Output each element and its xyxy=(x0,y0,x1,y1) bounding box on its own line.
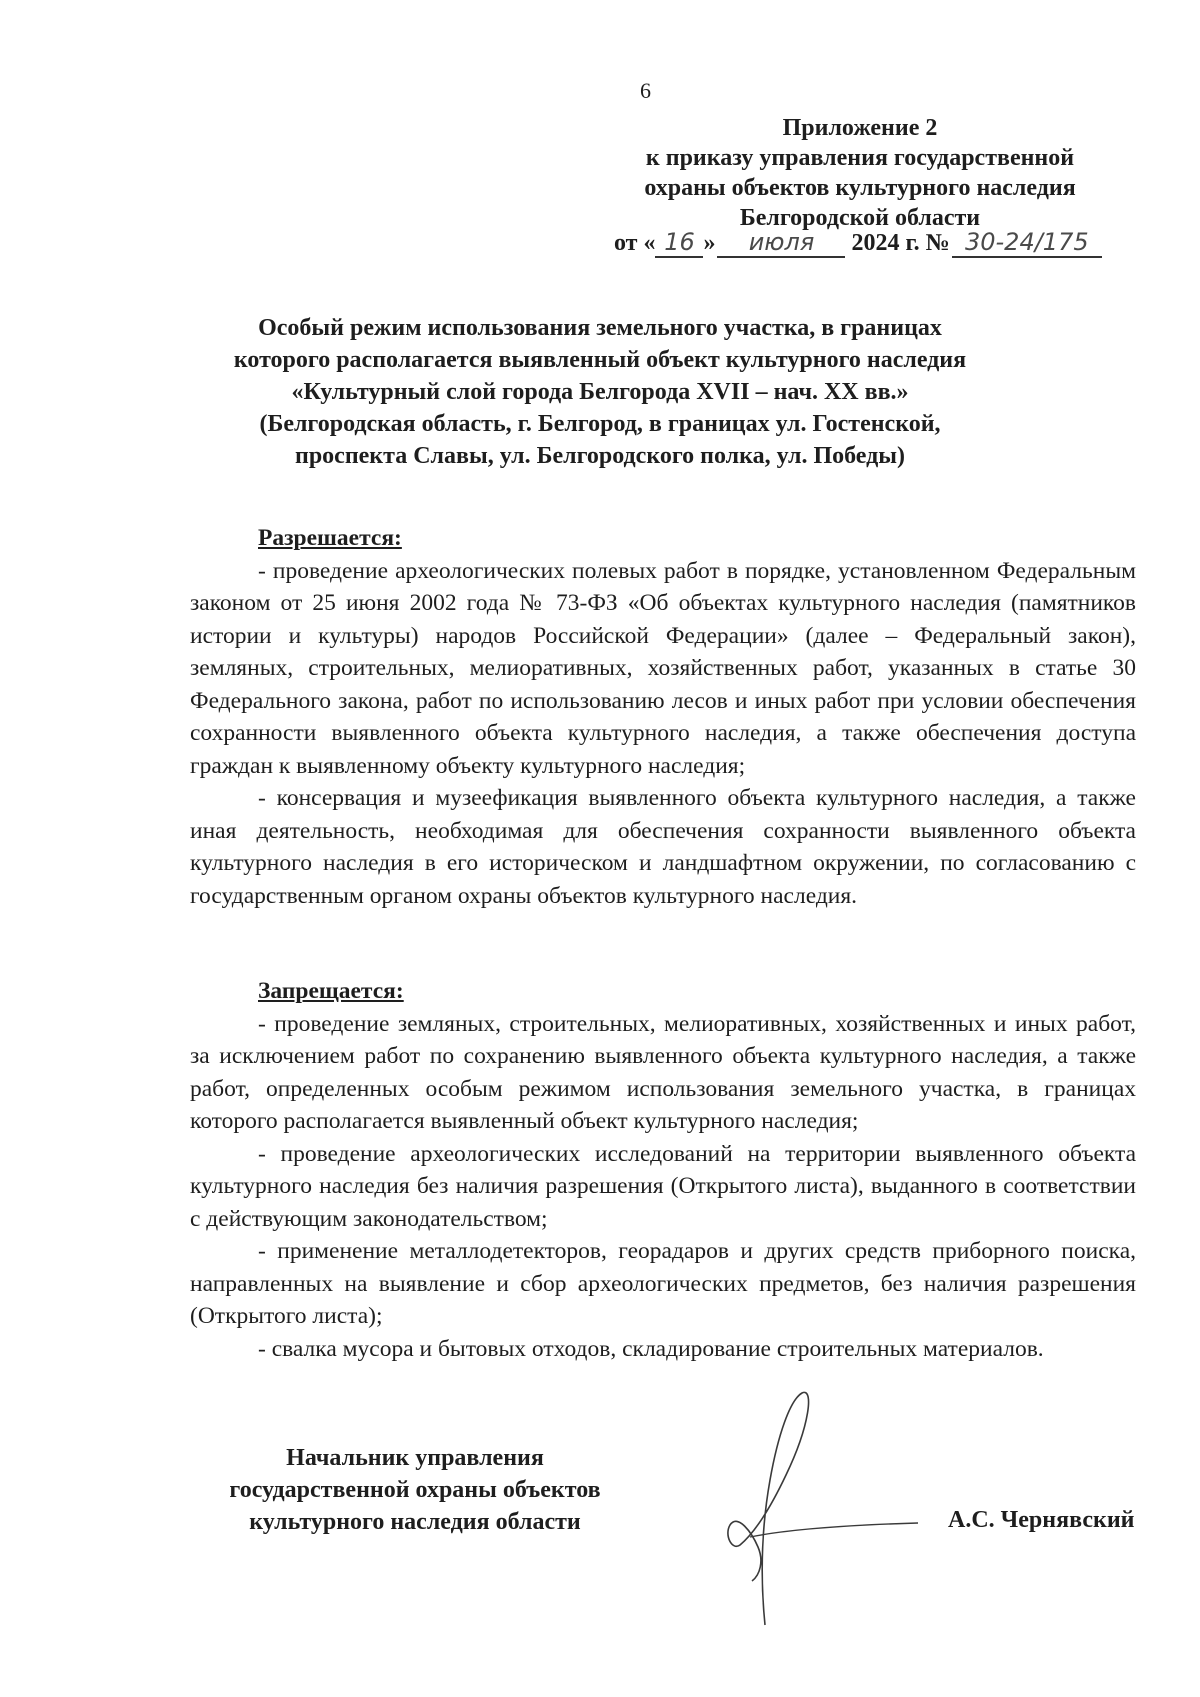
handwritten-order-number: 30-24/175 xyxy=(952,228,1102,258)
title-line: которого располагается выявленный объект культурного наследия xyxy=(233,347,967,373)
prohibited-section xyxy=(190,975,1136,1365)
title-line: Особый режим использования земельного участка, в границах xyxy=(258,315,942,341)
handwritten-day: 16 xyxy=(655,228,703,258)
date-prefix: от « xyxy=(614,230,656,256)
appendix-line: к приказу управления государственной xyxy=(645,145,1075,171)
appendix-line: Белгородской области xyxy=(739,205,981,231)
prohibited-item: - проведение археологических исследований на территории выявленного объекта культурного наследия без наличия разрешения (Открытого листа), выданного в соответствии с действующим законодательством; xyxy=(190,1140,1136,1232)
title-line: (Белгородская область, г. Белгород, в границах ул. Гостенской, xyxy=(259,411,941,437)
allowed-item: - консервация и музеефикация выявленного объекта культурного наследия, а также иная деятельность, необходимая для обеспечения сохранности выявленного объекта культурного наследия в его историческом и ландшафтном окружении, по согласованию с государственным органом охраны объектов культурного наследия. xyxy=(190,785,1136,909)
page-number: 6 xyxy=(640,78,651,103)
appendix-line: охраны объектов культурного наследия xyxy=(644,175,1076,201)
allowed-section xyxy=(190,522,1136,912)
title-line: проспекта Славы, ул. Белгородского полка, ул. Победы) xyxy=(295,443,905,469)
signatory-title xyxy=(190,1442,640,1538)
prohibited-item: - проведение земляных, строительных, мелиоративных, хозяйственных и иных работ, за исключением работ по сохранению выявленного объекта культурного наследия, а также работ, определенных особым режимом использования земельного участка, в границах которого располагается выявленный объект культурного наследия; xyxy=(190,1010,1136,1134)
prohibited-heading: Запрещается: xyxy=(258,978,404,1004)
signatory-title-line: государственной охраны объектов xyxy=(229,1477,601,1503)
appendix-line: Приложение 2 xyxy=(782,115,938,141)
signatory-title-line: Начальник управления xyxy=(286,1445,544,1471)
order-date-line xyxy=(614,228,1134,258)
prohibited-item: - применение металлодетекторов, георадаров и других средств приборного поиска, направленных на выявление и сбор археологических предметов, без наличия разрешения (Открытого листа); xyxy=(190,1238,1136,1329)
date-mid: » xyxy=(703,230,716,256)
signer-name: А.С. Чернявский xyxy=(948,1507,1135,1533)
allowed-heading: Разрешается: xyxy=(258,525,402,551)
handwritten-signature xyxy=(690,1385,920,1635)
signatory-title-line: культурного наследия области xyxy=(249,1509,581,1535)
handwritten-month: июля xyxy=(717,228,845,258)
document-title xyxy=(170,312,1030,472)
appendix-header xyxy=(600,113,1120,233)
year-suffix: 2024 г. № xyxy=(851,230,950,256)
title-line: «Культурный слой города Белгорода XVII – нач. XX вв.» xyxy=(291,379,909,405)
prohibited-item: - свалка мусора и бытовых отходов, складирование строительных материалов. xyxy=(258,1335,1044,1362)
allowed-item: - проведение археологических полевых работ в порядке, установленном Федеральным законом от 25 июня 2002 года № 73-ФЗ «Об объектах культурного наследия (памятников истории и культуры) народов Российской Федерации» (далее – Федеральный закон), земляных, строительных, мелиоративных, хозяйственных работ, указанных в статье 30 Федерального закона, работ по использованию лесов и иных работ при условии обеспечения сохранности выявленного объекта культурного наследия, а также обеспечения доступа граждан к выявленному объекту культурного наследия; xyxy=(190,557,1136,779)
